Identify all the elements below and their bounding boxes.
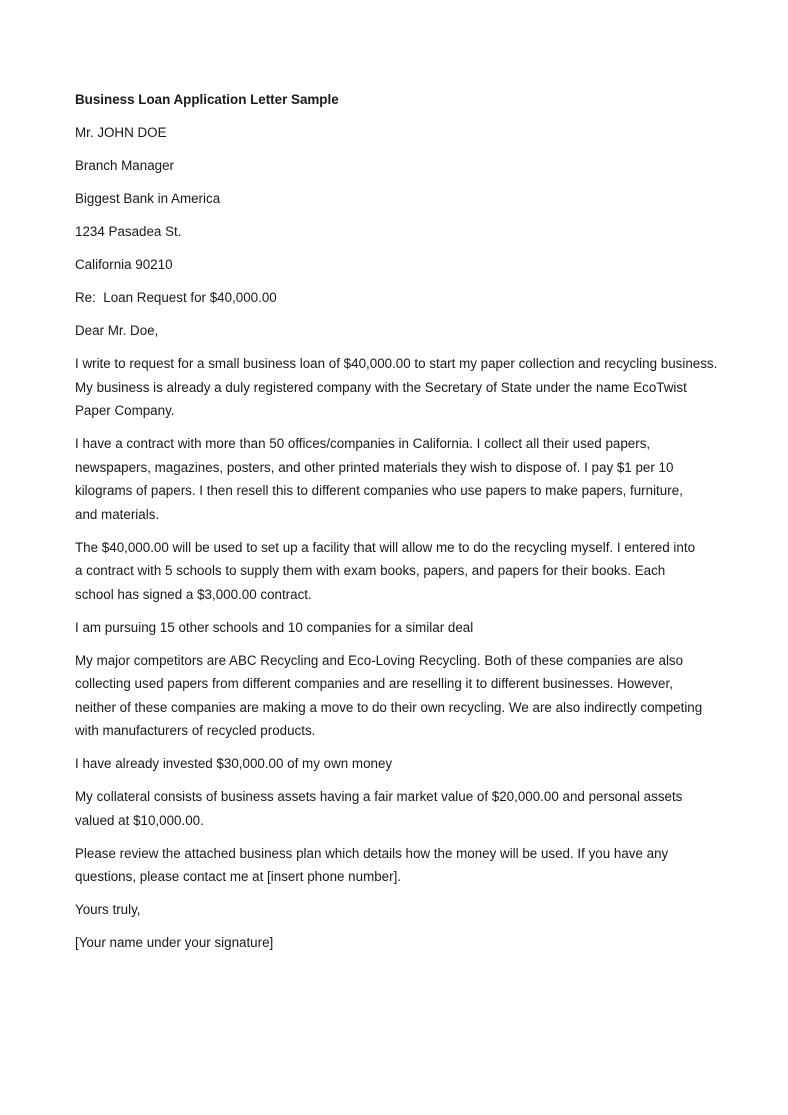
recipient-street: 1234 Pasadea St.: [75, 224, 182, 239]
letter-body: [75, 88, 735, 964]
paragraph-use-of-funds: The $40,000.00 will be used to set up a facility that will allow me to do the recycling myself. I entered into a contract with 5 schools to supply them with exam books, papers, and papers for their books. Each school has signed a $3,000.00 contract.: [75, 539, 696, 602]
paragraph-pursuing: I am pursuing 15 other schools and 10 companies for a similar deal: [75, 619, 474, 635]
paragraph-competitors: My major competitors are ABC Recycling and Eco-Loving Recycling. Both of these companies are also collecting used papers from different companies and are reselling it to different businesses. However, neither of these companies are making a move to do their own recycling. We are also indirectly competing with manufacturers of recycled products.: [75, 652, 703, 738]
recipient-bank: Biggest Bank in America: [75, 191, 221, 206]
closing: Yours truly,: [75, 902, 141, 917]
recipient-name: Mr. JOHN DOE: [75, 125, 167, 140]
subject-line: Re: Loan Request for $40,000.00: [75, 290, 277, 305]
paragraph-review: Please review the attached business plan which details how the money will be used. If you have any questions, please contact me at [insert phone number].: [75, 845, 669, 884]
paragraph-investment: I have already invested $30,000.00 of my own money: [75, 756, 393, 771]
paragraph-contracts: I have a contract with more than 50 offices/companies in California. I collect all their used papers, newspapers, magazines, posters, and other printed materials they wish to dispose of. I pay $1 per 10 kilograms of papers. I then resell this to different companies who use papers to make papers, furniture, and materials.: [75, 436, 683, 522]
recipient-city-zip: California 90210: [75, 257, 173, 272]
document-title: Business Loan Application Letter Sample: [75, 92, 339, 107]
paragraph-collateral: My collateral consists of business assets having a fair market value of $20,000.00 and personal assets valued at $10,000.00.: [75, 789, 683, 828]
recipient-position: Branch Manager: [75, 158, 174, 173]
signature-placeholder: [Your name under your signature]: [75, 935, 274, 950]
paragraph-intro: I write to request for a small business loan of $40,000.00 to start my paper collection and recycling business. My business is already a duly registered company with the Secretary of State under the name EcoTwist Paper Company.: [75, 356, 718, 418]
salutation: Dear Mr. Doe,: [75, 323, 159, 338]
